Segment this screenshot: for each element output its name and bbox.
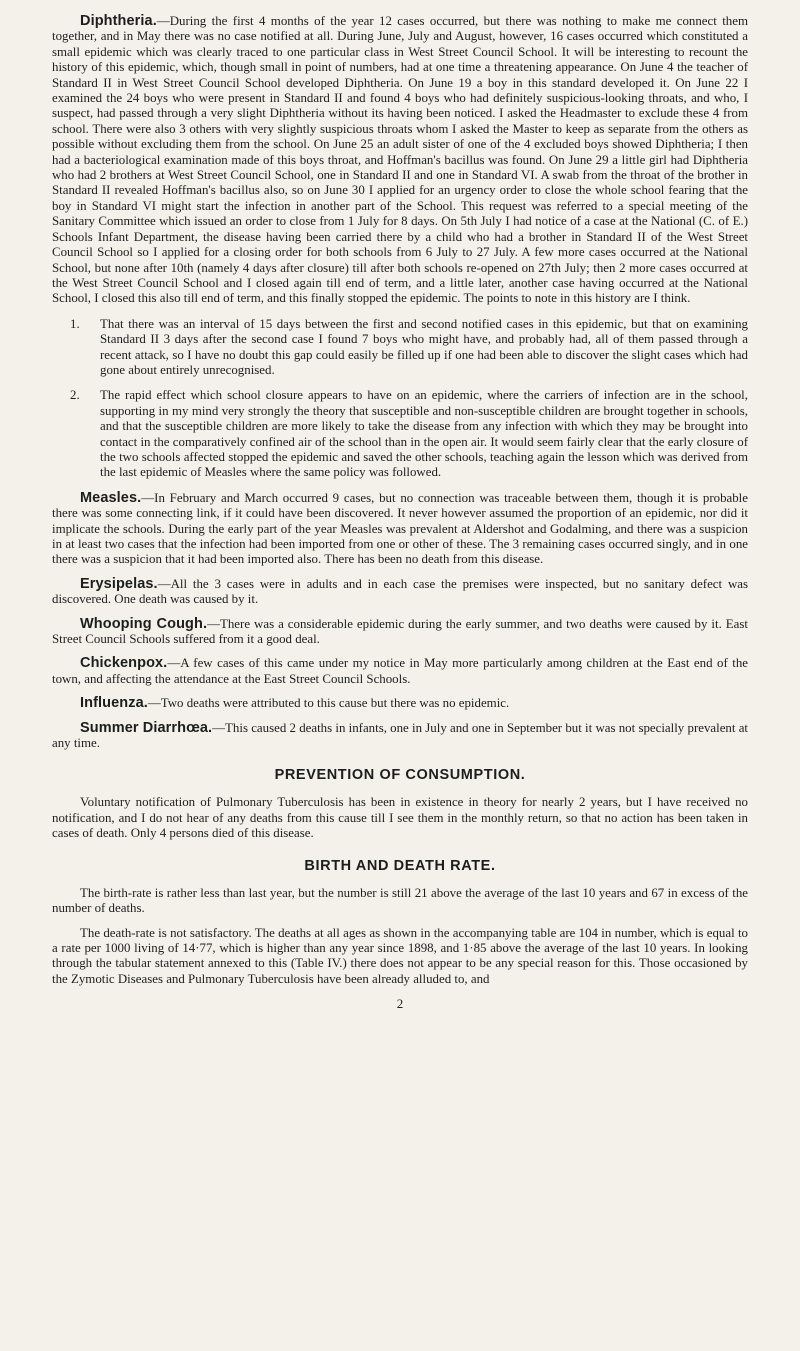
measles-paragraph bbox=[52, 491, 748, 568]
erysipelas-paragraph bbox=[52, 577, 748, 608]
diphtheria-text: —During the first 4 months of the year 12 cases occurred, but there was nothing to make me connect them together, and in May there was no case notified at all. During June, July and August, however, 16 cases occurred which constituted a small epidemic which was clearly traced to one particular class in West Street Council School. It will be interesting to recount the history of this epidemic, which, though small in point of numbers, had at one time a threatening appearance. On June 4 the teacher of Standard II in West Street Council School developed Diphtheria. On June 19 a boy in this standard developed it. On June 22 I examined the 24 boys who were present in Standard II and found 4 boys who had definitely suspicious-looking throats, and who, I suspect, had passed through a very slight Diphtheria without its having been noticed. I asked the Headmaster to exclude these 4 from school. There were also 3 others with very slightly suspicious throats whom I asked the Master to keep as separate from the others as possible without excluding them from the school. On June 25 an adult sister of one of the 4 excluded boys showed Diphtheria; I then had a bacteriological examination made of this boys throat, and Hoffman's bacillus was found. On June 29 a little girl had Diphtheria who had 2 brothers at West Street Council School, one in Standard II and one in Standard VI. A swab from the throat of the brother in Standard II revealed Hoffman's bacillus also, so on June 30 I applied for an urgency order to close the whole school fearing that the boy in Standard VI might start the infection in another part of the School. This request was referred to a special meeting of the Sanitary Committee which issued an order to close from 1 July for 8 days. On 5th July I had notice of a case at the National (C. of E.) Schools Infant Department, the disease having been carried there by a child who had a brother in Standard II of the West Street Council School so I applied for a closing order for both schools from 6 July to 27 July. A few more cases occurred at the National School, but none after 10th (namely 4 days after closure) till after both schools re-opened on 27th July; then 2 more cases occurred at the West Street Council School and I closed again till end of term, and a little later, another case having occurred at the National School, I closed this also till end of term, and this finally stopped the epidemic. The points to note in this history are I think. bbox=[52, 14, 748, 306]
point-text: That there was an interval of 15 days between the first and second notified cases in this epidemic, but that on examining Standard II 3 days after the second case I found 7 boys who might have, and probably had, all of them passed through a recent attack, so I have no doubt this gap could easily be filled up if one had been able to discover the slight cases which had gone about entirely unrecognised. bbox=[100, 316, 748, 377]
summer-diarrhoea-paragraph bbox=[52, 721, 748, 752]
chickenpox-text: —A few cases of this came under my notice in May more particularly among children at the East end of the town, and affecting the attendance at the East Street Council Schools. bbox=[52, 656, 748, 686]
point-number: 1. bbox=[70, 316, 80, 331]
influenza-text: —Two deaths were attributed to this cause but there was no epidemic. bbox=[147, 696, 510, 711]
influenza-heading: Influenza. bbox=[80, 695, 148, 712]
point-number: 2. bbox=[70, 388, 80, 403]
diphtheria-heading: Diphtheria. bbox=[80, 13, 157, 29]
birth-rate-paragraph: The birth-rate is rather less than last year, but the number is still 21 above the average of the last 10 years and 67 in excess of the number of deaths. bbox=[52, 885, 748, 916]
consumption-paragraph: Voluntary notification of Pulmonary Tuberculosis has been in existence in theory for nearly 2 years, but I have received no notification, and I do not hear of any deaths from this cause till I see them in the monthly return, so that no action has been taken in cases of death. Only 4 persons died of this disease. bbox=[52, 795, 748, 841]
consumption-section-title: PREVENTION OF CONSUMPTION. bbox=[274, 767, 526, 784]
whooping-cough-text: —There was a considerable epidemic during the early summer, and two deaths were caused by it. East Street Council Schools suffered from it a good deal. bbox=[52, 616, 748, 647]
summer-diarrhoea-text: —This caused 2 deaths in infants, one in July and one in September but it was not specially prevalent at any time. bbox=[52, 720, 748, 751]
measles-heading: Measles. bbox=[80, 489, 142, 506]
erysipelas-text: —All the 3 cases were in adults and in each case the premises were inspected, but no sanitary defect was discovered. One death was caused by it. bbox=[52, 576, 748, 607]
point-text: The rapid effect which school closure appears to have on an epidemic, where the carriers of infection are in the school, supporting in my mind very strongly the theory that susceptible and non-susceptible children are brought together in schools, and that the susceptible children are more likely to take the disease from any infection with which they may be brought into contact in the comparatively confined air of the school than in the open air. It would seem fairly clear that the early closure of the two schools affected stopped the epidemic and saved the other schools, teaching again the lesson which was derived from the last epidemic of Measles where the same policy was followed. bbox=[100, 388, 748, 480]
erysipelas-heading: Erysipelas. bbox=[80, 575, 158, 592]
measles-text: —In February and March occurred 9 cases, but no connection was traceable between them, though it is probable there was some connecting link, if it could have been discovered. It never however assumed the proportion of an epidemic, nor did it implicate the schools. During the early part of the year Measles was prevalent at Aldershot and Godalming, and there was a suspicion in at least two cases that the infection had been imported from one or other of these. The 3 remaining cases occurred singly, and in one there was a suspicion that it had been imported also. There has been no death from this disease. bbox=[52, 490, 748, 567]
whooping-cough-heading: Whooping Cough. bbox=[80, 615, 208, 632]
point-item bbox=[70, 388, 748, 480]
point-item bbox=[70, 316, 748, 379]
chickenpox-heading: Chickenpox. bbox=[80, 655, 168, 672]
chickenpox-paragraph bbox=[52, 656, 748, 687]
summer-diarrhoea-heading: Summer Diarrhœa. bbox=[80, 719, 213, 736]
birth-death-section-title: BIRTH AND DEATH RATE. bbox=[304, 857, 496, 874]
points-list bbox=[52, 317, 748, 481]
death-rate-paragraph: The death-rate is not satisfactory. The deaths at all ages as shown in the accompanying table are 104 in number, which is equal to a rate per 1000 living of 14·77, which is higher than any year since 1898, and 1·85 above the average of the last 10 years. In looking through the tabular statement annexed to this (Table IV.) there does not appear to be any special reason for this. Those occasioned by the Zymotic Diseases and Pulmonary Tuberculosis have been already alluded to, and bbox=[52, 925, 748, 986]
page-number: 2 bbox=[396, 996, 404, 1012]
diphtheria-paragraph bbox=[52, 14, 748, 307]
influenza-paragraph bbox=[52, 696, 748, 711]
whooping-cough-paragraph bbox=[52, 617, 748, 648]
